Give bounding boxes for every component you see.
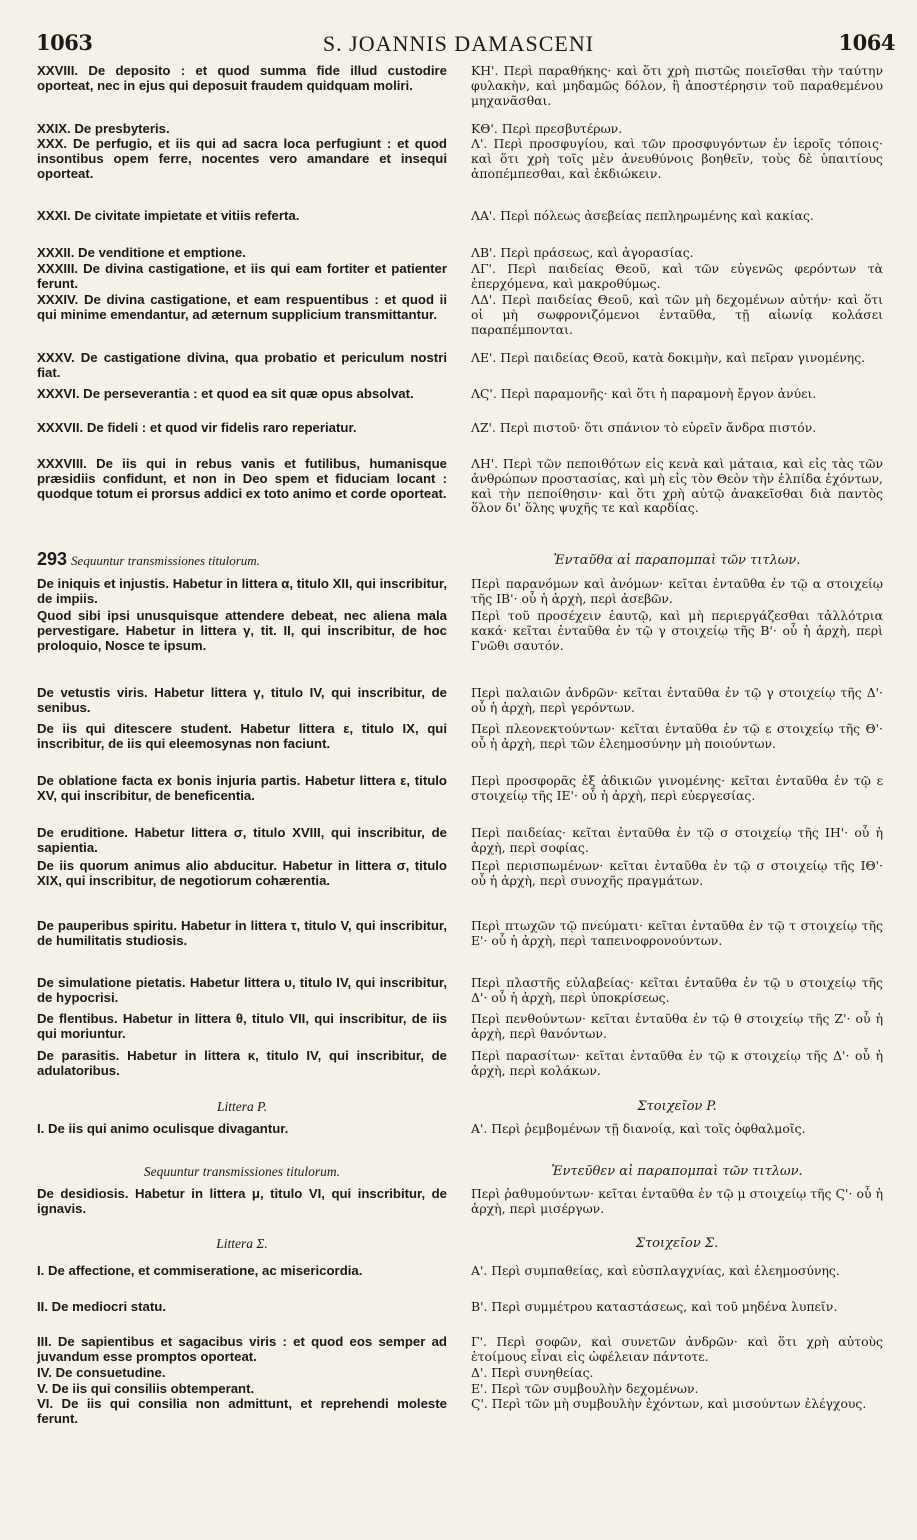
greek-transmission-6: Περὶ παιδείας· κεῖται ἐνταῦθα ἐν τῷ σ στοιχείῳ τῆς ΙΗ'· οὗ ἡ ἀρχὴ, περὶ σοφίας. (471, 825, 883, 855)
greek-sigma-entry-5: Ε'. Περὶ τῶν συμβουλὴν δεχομένων. (471, 1381, 699, 1396)
latin-transmission-4: De iis qui ditescere student. Habetur littera ε, titulo IX, qui inscribitur, de iis qui eleemosynas non faciunt. (37, 721, 447, 751)
latin-entry-28: XXVIII. De deposito : et quod summa fide illud custodire oporteat, nec in ejus qui deposuit fraudem quidquam moliri. (37, 63, 447, 93)
latin-sigma-entry-2: II. De mediocri statu. (37, 1299, 166, 1314)
greek-transmission-10: Περὶ πενθούντων· κεῖται ἐνταῦθα ἐν τῷ θ στοιχείῳ τῆς Ζ'· οὗ ἡ ἀρχὴ, περὶ θανόντων. (471, 1011, 883, 1041)
paragraph-number: 293 (37, 549, 68, 569)
latin-paragraph-heading (37, 549, 447, 569)
latin-sigma-entry-4: IV. De consuetudine. (37, 1365, 166, 1380)
latin-sigma-entry-5: V. De iis qui consiliis obtemperant. (37, 1381, 255, 1396)
latin-entry-38: XXXVIII. De iis qui in rebus vanis et futilibus, humanisque præsidiis confidunt, et non in Deo spem et fiduciam locant : quodque totum ei prorsus addici ex toto animo et corde oporteat. (37, 456, 447, 501)
latin-entry-37: XXXVII. De fideli : et quod vir fidelis raro reperiatur. (37, 420, 357, 435)
greek-sigma-entry-3: Γ'. Περὶ σοφῶν, καὶ συνετῶν ἀνδρῶν· καὶ ὅτι χρὴ αὐτοὺς ἑτοίμους εἶναι εἰς ὠφέλειαν πάντοτε. (471, 1334, 883, 1364)
page-header (0, 0, 917, 62)
greek-stoicheion-sigma-heading: Στοιχεῖον Σ. (635, 1236, 719, 1251)
greek-transmission-3: Περὶ παλαιῶν ἀνδρῶν· κεῖται ἐνταῦθα ἐν τῷ γ στοιχείῳ τῆς Δ'· οὗ ἡ ἀρχὴ, περὶ γερόντων. (471, 685, 883, 715)
latin-transmission-11: De parasitis. Habetur in littera κ, titulo IV, qui inscribitur, de adulatoribus. (37, 1048, 447, 1078)
latin-entry-32: XXXII. De venditione et emptione. (37, 245, 246, 260)
greek-transmission-11: Περὶ παρασίτων· κεῖται ἐνταῦθα ἐν τῷ κ στοιχείῳ τῆς Δ'· οὗ ἡ ἀρχὴ, περὶ κολάκων. (471, 1048, 883, 1078)
greek-transmission-5: Περὶ προσφορᾶς ἐξ ἀδικιῶν γινομένης· κεῖται ἐνταῦθα ἐν τῷ ε στοιχείῳ τῆς ΙΕ'· οὗ ἡ ἀρχὴ, περὶ εὐεργεσίας. (471, 773, 883, 803)
latin-transmission-6: De eruditione. Habetur littera σ, titulo XVIII, qui inscribitur, de sapientia. (37, 825, 447, 855)
latin-entry-29: XXIX. De presbyteris. (37, 121, 170, 136)
greek-entry-34: ΛΔ'. Περὶ παιδείας Θεοῦ, καὶ τῶν μὴ δεχομένων αὐτήν· καὶ ὅτι οἱ μὴ σωφρονιζόμενοι ἐνταῦθα, τῇ αἰωνίᾳ κολάσει παραπέμπονται. (471, 292, 883, 337)
greek-entry-36: ΛϚ'. Περὶ παραμονῆς· καὶ ὅτι ἡ παραμονὴ ἔργον ἀνύει. (471, 386, 817, 401)
greek-transmission-8: Περὶ πτωχῶν τῷ πνεύματι· κεῖται ἐνταῦθα ἐν τῷ τ στοιχείῳ τῆς Ε'· οὗ ἡ ἀρχὴ, περὶ ταπεινοφρονούντων. (471, 918, 883, 948)
latin-transmission-2: Quod sibi ipsi unusquisque attendere debeat, nec aliena mala pervestigare. Habetur in littera γ, tit. II, qui inscribitur, de hoc proloquio, Nosce te ipsum. (37, 608, 447, 653)
latin-transmissions-heading-2: Sequuntur transmissiones titulorum. (143, 1164, 341, 1179)
latin-sigma-entry-6: VI. De iis qui consilia non admittunt, et reprehendi moleste ferunt. (37, 1396, 447, 1426)
greek-entry-33: ΛΓ'. Περὶ παιδείας Θεοῦ, καὶ τῶν εὐγενῶς φερόντων τὰ ἐπερχόμενα, καὶ μακροθύμως. (471, 261, 883, 291)
greek-transmission-4: Περὶ πλεονεκτούντων· κεῖται ἐνταῦθα ἐν τῷ ε στοιχείῳ τῆς Θ'· οὗ ἡ ἀρχὴ, περὶ τῶν ἐλεημοσύνην μὴ ποιούντων. (471, 721, 883, 751)
running-title: S. JOANNIS DAMASCENI (322, 31, 595, 56)
latin-entry-35: XXXV. De castigatione divina, qua probatio et periculum nostri fiat. (37, 350, 447, 380)
greek-transmission-9: Περὶ πλαστῆς εὐλαβείας· κεῖται ἐνταῦθα ἐν τῷ υ στοιχείῳ τῆς Δ'· οὗ ἡ ἀρχὴ, περὶ ὑποκρίσεως. (471, 975, 883, 1005)
greek-entry-35: ΛΕ'. Περὶ παιδείας Θεοῦ, κατὰ δοκιμὴν, καὶ πεῖραν γινομένης. (471, 350, 866, 365)
greek-p-entry-1: Α'. Περὶ ῥεμβομένων τῇ διανοίᾳ, καὶ τοῖς ὀφθαλμοῖς. (471, 1121, 806, 1136)
latin-entry-30: XXX. De perfugio, et iis qui ad sacra loca perfugiunt : et quod insontibus opem ferre, nocentes vero amandare et insequi oporteat. (37, 136, 447, 181)
page-number-left: 1063 (36, 30, 93, 55)
greek-entry-31: ΛΑ'. Περὶ πόλεως ἀσεβείας πεπληρωμένης καὶ κακίας. (471, 208, 814, 223)
greek-transmissions-heading: Ἐνταῦθα αἱ παραπομπαὶ τῶν τιτλων. (553, 553, 801, 568)
greek-sigma-entry-4: Δ'. Περὶ συνηθείας. (471, 1365, 594, 1380)
latin-sigma-entry-1: I. De affectione, et commiseratione, ac misericordia. (37, 1263, 363, 1278)
latin-entry-33: XXXIII. De divina castigatione, et iis qui eam fortiter et patienter ferunt. (37, 261, 447, 291)
greek-entry-28: ΚΗ'. Περὶ παραθήκης· καὶ ὅτι χρὴ πιστῶς ποιεῖσθαι τὴν ταύτην φυλακὴν, καὶ μηδαμῶς δόλον, ἢ ἀποστέρησιν τοῦ παραθεμένου μηχανᾶσθαι. (471, 63, 883, 108)
greek-entry-38: ΛΗ'. Περὶ τῶν πεποιθότων εἰς κενὰ καὶ μάταια, καὶ εἰς τὰς τῶν ἀνθρώπων προστασίας, καὶ μὴ εἰς τὸν Θεὸν τὴν ἐλπίδα ἐχόντων, καὶ τὴν πεποίθησιν· καὶ ὅτι χρὴ αὐτῷ ἀνακεῖσθαι διὰ παντὸς ὅλον δι' ὅλης ψυχῆς τε καὶ καρδίας. (471, 456, 883, 516)
latin-transmission-5: De oblatione facta ex bonis injuria partis. Habetur littera ε, titulo XV, qui inscribitur, de beneficentia. (37, 773, 447, 803)
latin-transmission-9: De simulatione pietatis. Habetur littera υ, titulo IV, qui inscribitur, de hypocrisi. (37, 975, 447, 1005)
greek-entry-29: ΚΘ'. Περὶ πρεσβυτέρων. (471, 121, 623, 136)
latin-littera-p-heading: Littera P. (216, 1099, 267, 1114)
greek-entry-32: ΛΒ'. Περὶ πράσεως, καὶ ἀγορασίας. (471, 245, 694, 260)
greek-stoicheion-p-heading: Στοιχεῖον P. (637, 1099, 717, 1114)
latin-sigma-entry-3: III. De sapientibus et sagacibus viris : et quod eos semper ad juvandum esse promptos oporteat. (37, 1334, 447, 1364)
greek-sigma-entry-2: Β'. Περὶ συμμέτρου καταστάσεως, καὶ τοῦ μηδένα λυπεῖν. (471, 1299, 838, 1314)
greek-sigma-entry-6: Ϛ'. Περὶ τῶν μὴ συμβουλὴν ἐχόντων, καὶ μισούντων ἐλέγχους. (471, 1396, 867, 1411)
latin-transmissions-heading: Sequuntur transmissiones titulorum. (71, 553, 260, 568)
latin-transmission-3: De vetustis viris. Habetur littera γ, titulo IV, qui inscribitur, de senibus. (37, 685, 447, 715)
latin-transmission-7: De iis quorum animus alio abducitur. Habetur in littera σ, titulo XIX, qui inscribitur, de negotiorum cohærentia. (37, 858, 447, 888)
latin-transmission-8: De pauperibus spiritu. Habetur in littera τ, titulo V, qui inscribitur, de humilitatis studiosis. (37, 918, 447, 948)
greek-transmission-7: Περὶ περισπωμένων· κεῖται ἐνταῦθα ἐν τῷ σ στοιχείῳ τῆς ΙΘ'· οὗ ἡ ἀρχὴ, περὶ συνοχῆς πραγμάτων. (471, 858, 883, 888)
page-number-right: 1064 (838, 30, 895, 55)
greek-entry-37: ΛΖ'. Περὶ πιστοῦ· ὅτι σπάνιον τὸ εὑρεῖν ἄνδρα πιστόν. (471, 420, 817, 435)
greek-sigma-entry-1: Α'. Περὶ συμπαθείας, καὶ εὐσπλαγχνίας, καὶ ἐλεημοσύνης. (471, 1263, 840, 1278)
greek-entry-30: Λ'. Περὶ προσφυγίου, καὶ τῶν προσφυγόντων ἐν ἱεροῖς τόποις· καὶ ὅτι χρὴ τοῖς μὲν ἀνευθύνοις βοηθεῖν, τοὺς δὲ ὑπαιτίους ἀποπέμπεσθαι, καὶ ἐκδιώκειν. (471, 136, 883, 181)
greek-transmission-1: Περὶ παρανόμων καὶ ἀνόμων· κεῖται ἐνταῦθα ἐν τῷ α στοιχείῳ τῆς ΙΒ'· οὗ ἡ ἀρχὴ, περὶ ἀσεβῶν. (471, 576, 883, 606)
latin-p-entry-1: I. De iis qui animo oculisque divagantur. (37, 1121, 289, 1136)
greek-transmission-2: Περὶ τοῦ προσέχειν ἑαυτῷ, καὶ μὴ περιεργάζεσθαι τἀλλότρια κακά· κεῖται ἐνταῦθα ἐν τῷ γ στοιχείῳ τῆς Β'· οὗ ἡ ἀρχὴ, περὶ Γνῶθι σαυτόν. (471, 608, 883, 653)
latin-littera-sigma-heading: Littera Σ. (216, 1236, 268, 1251)
latin-transmission-1: De iniquis et injustis. Habetur in littera α, titulo XII, qui inscribitur, de impiis. (37, 576, 447, 606)
latin-entry-34: XXXIV. De divina castigatione, et eam respuentibus : et quod ii qui minime emendantur, ad æternum supplicium transmittantur. (37, 292, 447, 322)
latin-entry-36: XXXVI. De perseverantia : et quod ea sit quæ opus absolvat. (37, 386, 414, 401)
latin-p-transmission-1: De desidiosis. Habetur in littera μ, titulo VI, qui inscribitur, de ignavis. (37, 1186, 447, 1216)
greek-transmissions-heading-2: Ἐντεῦθεν αἱ παραπομπαὶ τῶν τιτλων. (551, 1164, 803, 1179)
latin-transmission-10: De flentibus. Habetur in littera θ, titulo VII, qui inscribitur, de iis qui moriuntur. (37, 1011, 447, 1041)
greek-p-transmission-1: Περὶ ῥαθυμούντων· κεῖται ἐνταῦθα ἐν τῷ μ στοιχείῳ τῆς Ϛ'· οὗ ἡ ἀρχὴ, περὶ μισέργων. (471, 1186, 883, 1216)
latin-entry-31: XXXI. De civitate impietate et vitiis referta. (37, 208, 300, 223)
